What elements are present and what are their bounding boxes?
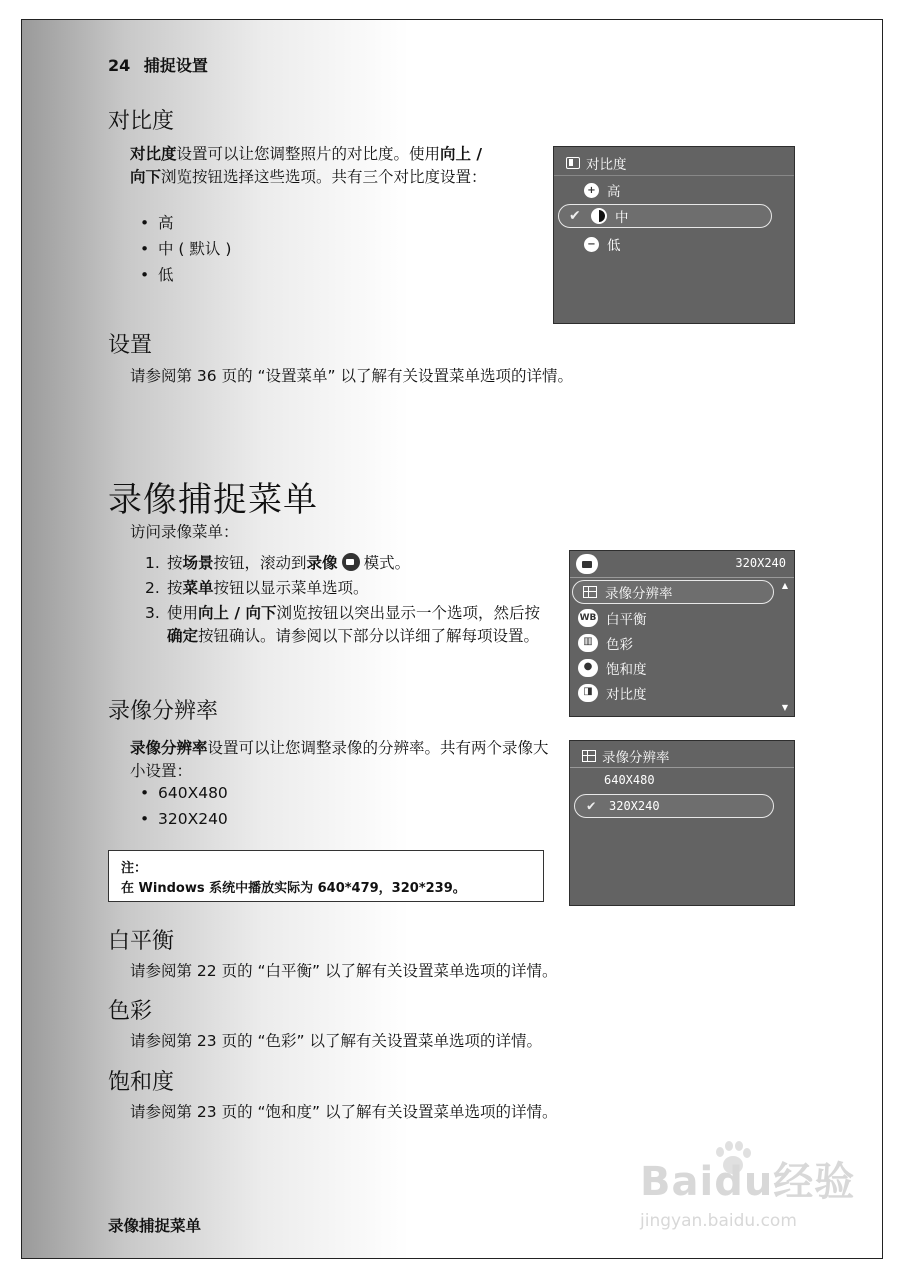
saturation-icon: ● — [578, 659, 598, 677]
step-text: 按钮确认。请参阅以下部分以详细了解每项设置。 — [198, 627, 540, 645]
resolution-options-list — [130, 780, 228, 832]
menu-item-label: 高 — [607, 184, 621, 200]
resolution-intro — [130, 737, 550, 783]
resolution-intro-bold: 录像分辨率 — [130, 739, 208, 757]
contrast-intro-bold2: 向上 / — [440, 145, 483, 163]
page-footer: 录像捕捉菜单 — [108, 1217, 202, 1235]
settings-heading: 设置 — [108, 333, 153, 358]
contrast-intro-text2: 浏览按钮选择这些选项。共有三个对比度设置： — [161, 168, 487, 186]
step-number: 2. — [145, 579, 160, 597]
list-item: • 高 — [130, 210, 231, 236]
divider — [570, 577, 794, 578]
check-icon: ✔ — [569, 208, 581, 224]
resolution-readout: 320X240 — [735, 556, 786, 570]
step-text: 按钮，滚动到 — [213, 554, 307, 572]
step-bold: 菜单 — [182, 579, 214, 597]
step-item — [145, 577, 550, 600]
header-section: 捕捉设置 — [143, 56, 208, 75]
step-text: 浏览按钮以突出显示一个选项，然后按 — [276, 604, 540, 622]
step-item — [145, 552, 550, 575]
menu-item-label: 中 — [615, 210, 629, 226]
color-icon: ▥ — [578, 634, 598, 652]
menu-item-label: 对比度 — [606, 687, 647, 703]
menu-item-label: 色彩 — [606, 637, 633, 653]
step-number: 3. — [145, 604, 160, 622]
video-menu-title: 录像捕捉菜单 — [108, 480, 318, 520]
contrast-high-icon: + — [584, 183, 599, 198]
menu-item[interactable]: 640X480 — [604, 773, 655, 787]
resolution-grid-icon — [582, 750, 596, 762]
step-number: 1. — [145, 554, 160, 572]
resolution-screen-title — [582, 746, 670, 766]
note-box — [108, 850, 544, 902]
saturation-heading: 饱和度 — [108, 1070, 175, 1095]
step-bold: 确定 — [167, 627, 199, 645]
contrast-intro-text1: 设置可以让您调整照片的对比度。使用 — [176, 145, 441, 163]
video-menu-camera-screen — [569, 550, 795, 717]
contrast-intro — [130, 143, 545, 189]
video-camera-icon — [576, 554, 598, 574]
contrast-camera-screen — [553, 146, 795, 324]
watermark-logo: Baidu经验 — [640, 1159, 856, 1205]
step-text: 模式。 — [363, 554, 411, 572]
settings-text: 请参阅第 36 页的 “设置菜单” 以了解有关设置菜单选项的详情。 — [130, 367, 573, 385]
contrast-screen-title — [566, 153, 627, 173]
contrast-low-icon: − — [584, 237, 599, 252]
contrast-icon — [566, 157, 580, 169]
menu-item[interactable] — [578, 631, 633, 655]
resolution-screen-title-text: 录像分辨率 — [602, 750, 670, 766]
color-heading: 色彩 — [108, 999, 153, 1024]
white-balance-heading: 白平衡 — [108, 929, 175, 954]
menu-item-selected[interactable] — [558, 204, 772, 228]
video-camera-icon — [342, 553, 360, 571]
white-balance-text: 请参阅第 22 页的 “白平衡” 以了解有关设置菜单选项的详情。 — [130, 962, 558, 980]
menu-item-selected[interactable] — [574, 794, 774, 818]
step-text: 按 — [167, 579, 183, 597]
baidu-watermark — [640, 1150, 855, 1231]
resolution-intro-text: 设置可以让您调整录像的分辨率。共有两个录像大小设置： — [130, 739, 549, 780]
scroll-up-icon[interactable]: ▲ — [781, 581, 788, 590]
contrast-intro-bold3: 向下 — [130, 168, 162, 186]
resolution-camera-screen — [569, 740, 795, 906]
step-text: 按 — [167, 554, 183, 572]
contrast-icon: ◨ — [578, 684, 598, 702]
white-balance-icon: WB — [578, 609, 598, 627]
page-header — [108, 53, 208, 76]
menu-item[interactable] — [578, 606, 647, 630]
step-bold: 向上 / 向下 — [198, 604, 277, 622]
contrast-heading: 对比度 — [108, 109, 175, 134]
list-item: • 中 ( 默认 ) — [130, 236, 231, 262]
contrast-intro-bold: 对比度 — [130, 145, 177, 163]
menu-item-selected[interactable] — [572, 580, 774, 604]
step-text: 按钮以显示菜单选项。 — [213, 579, 369, 597]
contrast-medium-icon — [591, 208, 607, 224]
check-icon: ✔ — [587, 798, 596, 814]
resolution-heading: 录像分辨率 — [108, 699, 219, 724]
note-label: 注： — [121, 861, 148, 876]
resolution-grid-icon — [583, 586, 597, 598]
list-item: • 低 — [130, 262, 231, 288]
video-menu-intro: 访问录像菜单： — [130, 523, 239, 541]
video-menu-steps — [145, 552, 550, 650]
contrast-options-list — [130, 210, 231, 288]
contrast-screen-title-text: 对比度 — [586, 157, 627, 173]
menu-item-label: 饱和度 — [606, 662, 647, 678]
menu-item[interactable] — [584, 232, 621, 256]
menu-item[interactable] — [578, 656, 647, 680]
step-text: 使用 — [167, 604, 199, 622]
scroll-down-icon[interactable]: ▼ — [781, 703, 788, 712]
menu-item[interactable] — [578, 681, 647, 705]
divider — [554, 175, 794, 176]
list-item: • 320X240 — [130, 806, 228, 832]
page-number: 24 — [108, 56, 131, 75]
note-text: 在 Windows 系统中播放实际为 640*479，320*239。 — [121, 881, 466, 896]
watermark-url: jingyan.baidu.com — [640, 1211, 797, 1231]
menu-item-label: 320X240 — [609, 799, 660, 813]
saturation-text: 请参阅第 23 页的 “饱和度” 以了解有关设置菜单选项的详情。 — [130, 1103, 558, 1121]
menu-item-label: 录像分辨率 — [605, 586, 673, 602]
menu-item-label: 白平衡 — [606, 612, 647, 628]
step-bold: 场景 — [182, 554, 214, 572]
step-item — [145, 602, 550, 648]
list-item: • 640X480 — [130, 780, 228, 806]
color-text: 请参阅第 23 页的 “色彩” 以了解有关设置菜单选项的详情。 — [130, 1032, 542, 1050]
menu-item[interactable] — [584, 178, 621, 202]
step-bold: 录像 — [306, 554, 338, 572]
menu-item-label: 低 — [607, 238, 621, 254]
